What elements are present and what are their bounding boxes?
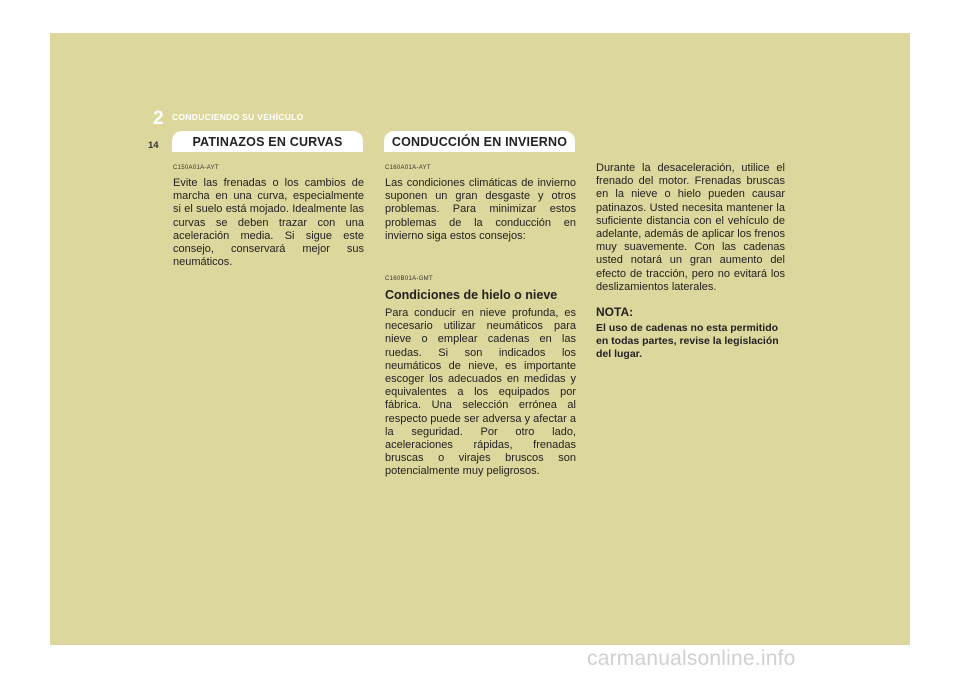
note-title: NOTA: (596, 305, 634, 320)
chapter-number: 2 (153, 108, 164, 129)
subsection-paragraph: Para conducir en nieve profunda, es necesario utilizar neumáticos para nieve o emplear cadenas en las ruedas. Si son indicados los neumáticos de nieve, es importante escoger los adecuados en medidas y equivalentes a los equipados por fábrica. Una selección errónea al respecto puede ser adversa y afectar a la seguridad. Por otro lado, aceleraciones rápidas, frenadas bruscas o virajes bruscos son potencialmente muy peligrosos. (385, 307, 576, 478)
column-continuation (596, 162, 785, 361)
section-tab-patinazos: PATINAZOS EN CURVAS (172, 131, 363, 152)
body-paragraph: Durante la desaceleración, utilice el frenado del motor. Frenadas bruscas en la nieve o hielo pueden causar patinazos. Usted necesita mantener la suficiente distancia con el vehículo de adelante, además de aplicar los frenos muy suavemente. Con las cadenas usted notará un gran aumento del efecto de tracción, pero no evitará los deslizamientos laterales. (596, 162, 785, 293)
section-code: C160A01A-AYT (385, 165, 431, 171)
section-tab-invierno: CONDUCCIÓN EN INVIERNO (384, 131, 575, 152)
watermark: carmanualsonline.info (587, 647, 796, 670)
column-patinazos (173, 165, 364, 269)
body-paragraph: Evite las frenadas o los cambios de marcha en una curva, especialmente si el suelo está mojado. Idealmente las curvas se deben trazar con una aceleración media. Si sigue este consejo, conservará mejor sus neumáticos. (173, 177, 364, 269)
subsection-heading: Condiciones de hielo o nieve (385, 288, 558, 303)
column-invierno (385, 165, 576, 479)
chapter-title: CONDUCIENDO SU VEHÍCULO (172, 112, 304, 122)
page-number: 14 (148, 140, 159, 151)
section-code: C150A01A-AYT (173, 165, 219, 171)
subsection-code: C160B01A-GMT (385, 276, 433, 283)
body-paragraph: Las condiciones climáticas de invierno suponen un gran desgaste y otros problemas. Para minimizar estos problemas de la conducción en invierno siga estos consejos: (385, 177, 576, 242)
note-body: El uso de cadenas no esta permitido en todas partes, revise la legislación del lugar. (596, 322, 779, 361)
